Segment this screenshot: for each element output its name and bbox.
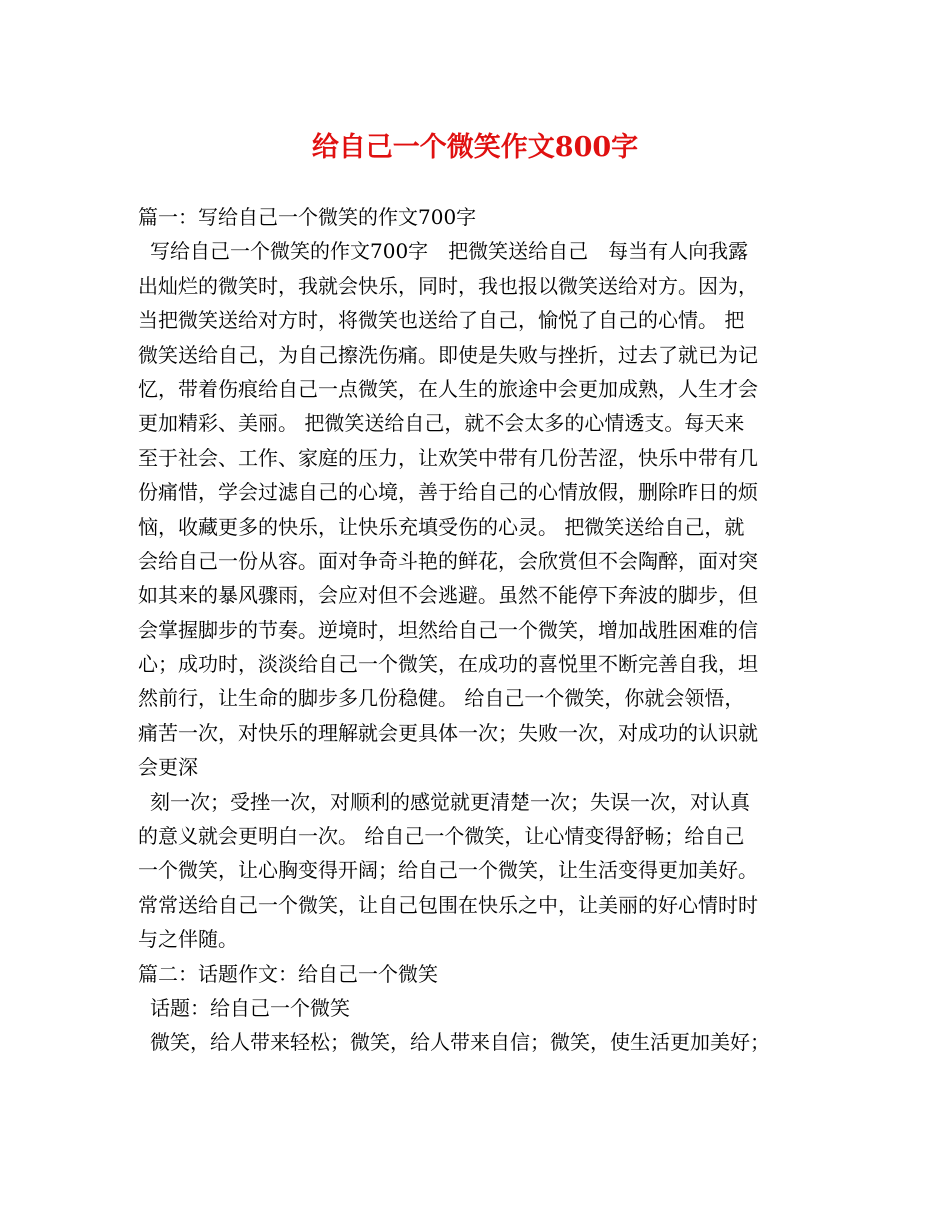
body-line: 会给自己一份从容。面对争奇斗艳的鲜花，会欣赏但不会陶醉，面对突 — [138, 548, 758, 573]
body-line: 更加精彩、美丽。 把微笑送给自己，就不会太多的心情透支。每天来 — [138, 411, 745, 436]
body-line: 常常送给自己一个微笑，让自己包围在快乐之中，让美丽的好心情时时 — [138, 892, 758, 917]
body-line: 微笑，给人带来轻松；微笑，给人带来自信；微笑，使生活更加美好； — [150, 1030, 770, 1055]
topic-line: 话题：给自己一个微笑 — [150, 995, 350, 1020]
document-title: 给自己一个微笑作文800字 — [311, 132, 639, 163]
body-line: 一个微笑，让心胸变得开阔；给自己一个微笑，让生活变得更加美好。 — [138, 858, 758, 883]
body-line: 恼，收藏更多的快乐，让快乐充填受伤的心灵。 把微笑送给自己，就 — [138, 514, 745, 539]
section-heading-2: 篇二：话题作文：给自己一个微笑 — [138, 961, 438, 986]
body-line: 会更深 — [138, 755, 198, 780]
body-line: 痛苦一次，对快乐的理解就会更具体一次；失败一次，对成功的认识就 — [138, 720, 758, 745]
body-line: 然前行，让生命的脚步多几份稳健。 给自己一个微笑，你就会领悟， — [138, 686, 745, 711]
section-heading-1: 篇一：写给自己一个微笑的作文700字 — [138, 205, 477, 229]
body-line: 的意义就会更明白一次。 给自己一个微笑，让心情变得舒畅；给自己 — [138, 824, 745, 849]
body-line: 与之伴随。 — [138, 927, 238, 952]
body-line: 至于社会、工作、家庭的压力，让欢笑中带有几份苦涩，快乐中带有几 — [138, 445, 758, 470]
body-line: 刻一次；受挫一次，对顺利的感觉就更清楚一次；失误一次，对认真 — [150, 789, 750, 814]
body-line: 忆，带着伤痕给自己一点微笑，在人生的旅途中会更加成熟，人生才会 — [138, 376, 758, 401]
body-line: 会掌握脚步的节奏。逆境时，坦然给自己一个微笑，增加战胜困难的信 — [138, 617, 758, 642]
body-line: 出灿烂的微笑时，我就会快乐，同时，我也报以微笑送给对方。因为， — [138, 273, 758, 298]
body-line: 份痛惜，学会过滤自己的心境，善于给自己的心情放假，删除昨日的烦 — [138, 480, 758, 505]
body-line: 写给自己一个微笑的作文700字 把微笑送给自己 每当有人向我露 — [150, 239, 749, 264]
body-line: 微笑送给自己，为自己擦洗伤痛。即使是失败与挫折，过去了就已为记 — [138, 342, 758, 367]
body-line: 当把微笑送给对方时，将微笑也送给了自己，愉悦了自己的心情。 把 — [138, 308, 745, 333]
body-line: 心；成功时，淡淡给自己一个微笑，在成功的喜悦里不断完善自我，坦 — [138, 652, 758, 677]
body-line: 如其来的暴风骤雨，会应对但不会逃避。虽然不能停下奔波的脚步，但 — [138, 583, 758, 608]
document-body — [138, 200, 818, 1060]
